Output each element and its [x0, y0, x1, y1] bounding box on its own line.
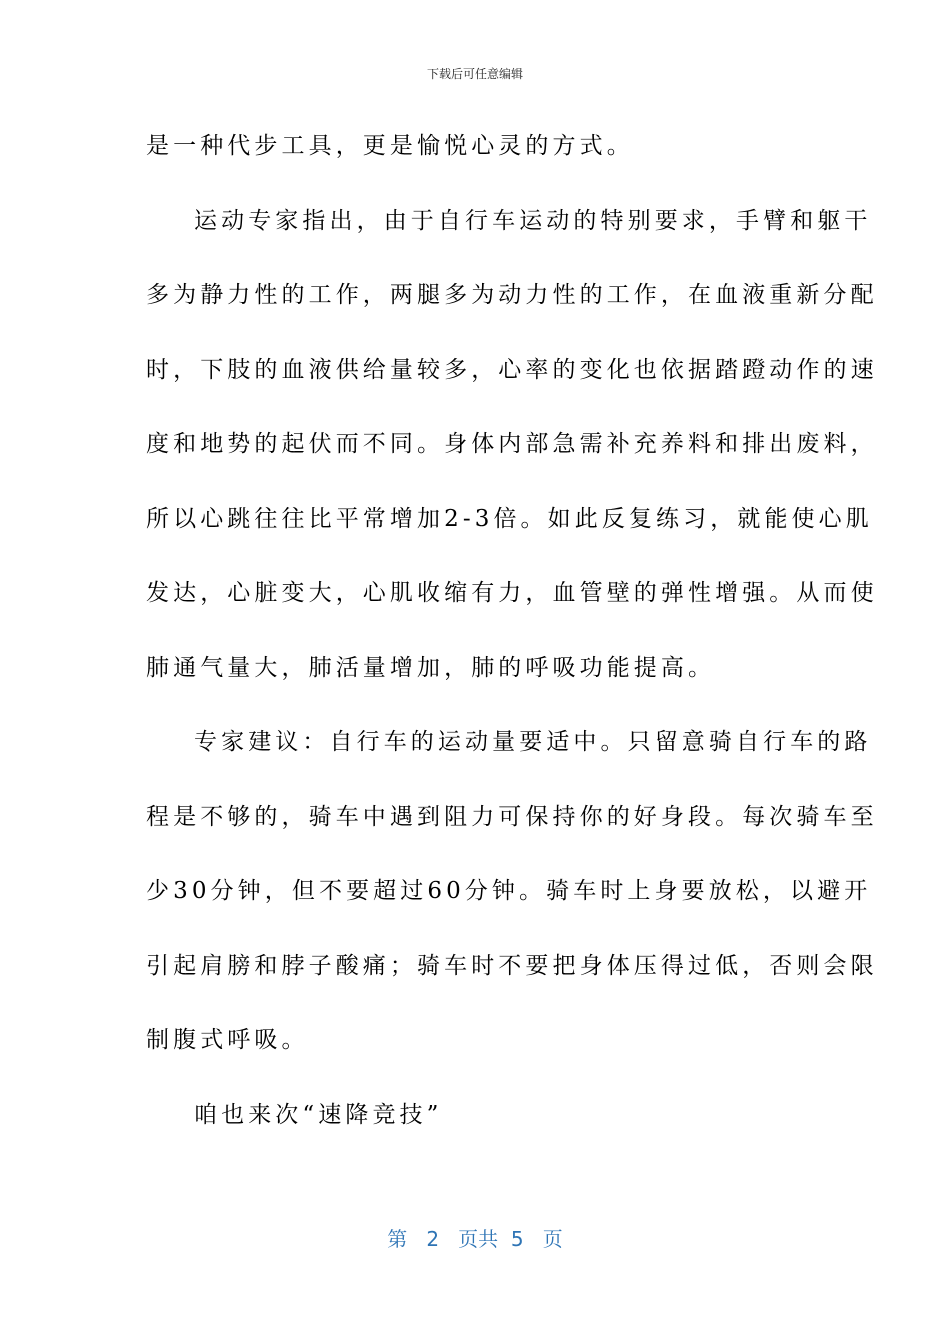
text-line: 肺通气量大，肺活量增加，肺的呼吸功能提高。	[146, 654, 716, 681]
text-line: 是一种代步工具，更是愉悦心灵的方式。	[146, 133, 634, 159]
text-line: 时，下肢的血液供给量较多，心率的变化也依据踏蹬动作的速	[146, 356, 878, 383]
footer-prefix: 第	[387, 1227, 408, 1251]
total-pages-number: 5	[510, 1227, 524, 1251]
footer-suffix: 页	[542, 1227, 563, 1251]
paragraph-start-line: 咱也来次“速降竞技”	[194, 1101, 443, 1128]
text-line: 所以心跳往往比平常增加2-3倍。如此反复练习，就能使心肌	[146, 505, 873, 532]
current-page-number: 2	[426, 1227, 440, 1251]
document-body	[146, 120, 878, 1163]
text-line: 少30分钟，但不要超过60分钟。骑车时上身要放松，以避开	[146, 878, 872, 904]
text-line: 多为静力性的工作，两腿多为动力性的工作，在血液重新分配	[146, 282, 878, 308]
page-header: 下载后可任意编辑	[426, 67, 523, 81]
text-line: 度和地势的起伏而不同。身体内部急需补充养料和排出废料，	[146, 431, 878, 457]
paragraph-start-line: 运动专家指出，由于自行车运动的特别要求，手臂和躯干	[194, 207, 872, 234]
text-line: 引起肩膀和脖子酸痛；骑车时不要把身体压得过低，否则会限	[146, 952, 878, 979]
page-number-footer	[0, 1226, 950, 1252]
paragraph-start-line: 专家建议：自行车的运动量要适中。只留意骑自行车的路	[194, 729, 872, 755]
text-line: 程是不够的，骑车中遇到阻力可保持你的好身段。每次骑车至	[146, 803, 878, 830]
text-line: 制腹式呼吸。	[146, 1027, 309, 1053]
text-line: 发达，心脏变大，心肌收缩有力，血管壁的弹性增强。从而使	[146, 580, 878, 606]
footer-middle: 页共	[458, 1227, 499, 1251]
